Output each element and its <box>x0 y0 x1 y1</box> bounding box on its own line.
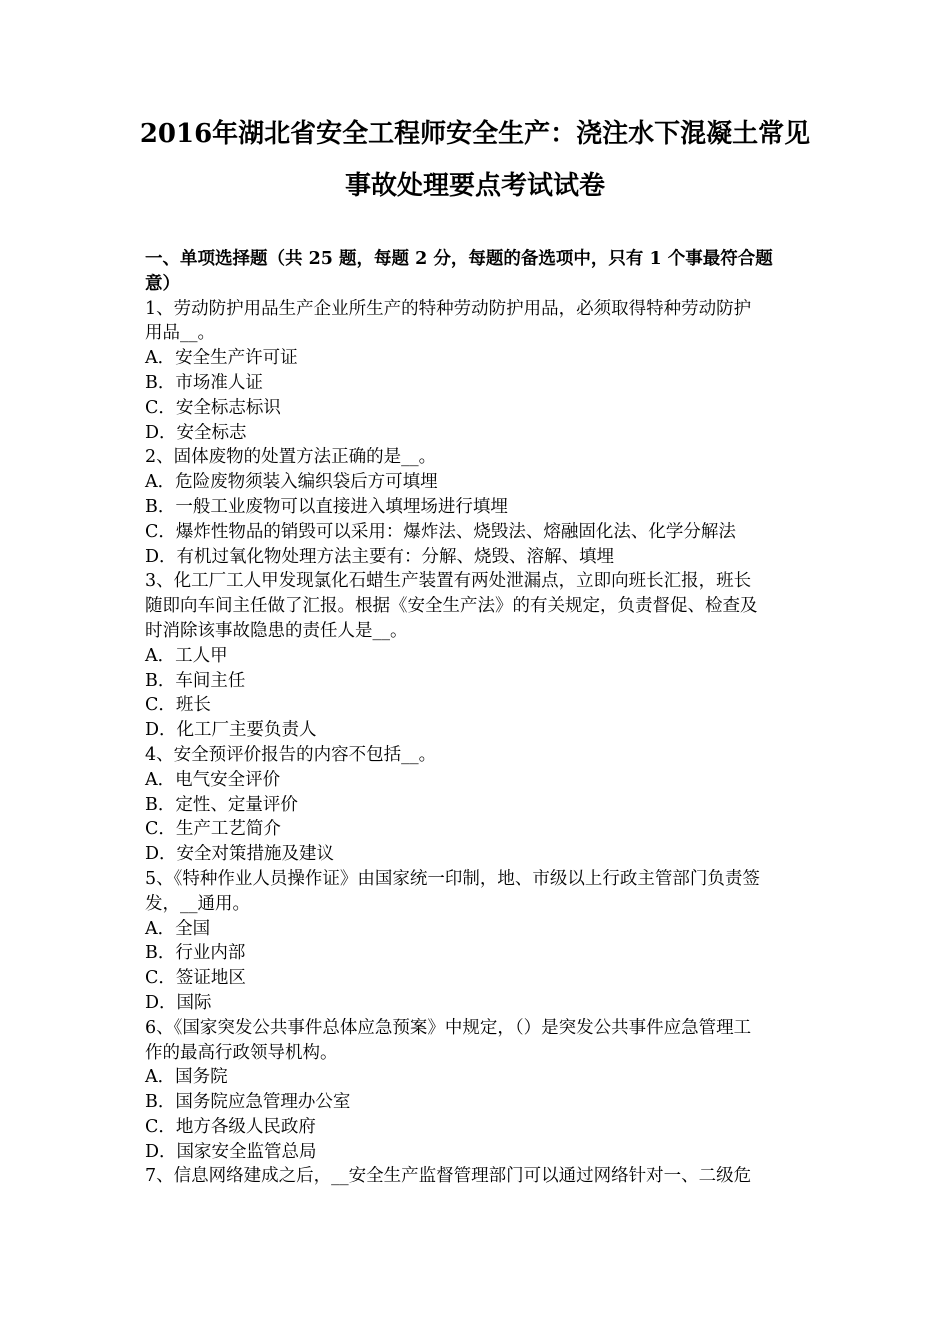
question-1-option-a: A．安全生产许可证 <box>145 348 298 369</box>
question-3-option-d: D．化工厂主要负责人 <box>145 720 317 741</box>
question-4-option-a: A．电气安全评价 <box>145 769 281 790</box>
question-1-option-d: D．安全标志 <box>145 422 247 443</box>
question-4-option-c: C．生产工艺简介 <box>145 819 281 840</box>
question-4-stem: 4、安全预评价报告的内容不包括__。 <box>145 744 437 765</box>
question-3-stem: 3、化工厂工人甲发现氯化石蜡生产装置有两处泄漏点，立即向班长汇报，班长 <box>145 571 752 592</box>
question-6-option-d: D．国家安全监管总局 <box>145 1141 317 1162</box>
question-5-stem: 发，__通用。 <box>145 893 250 914</box>
question-5-option-a: A．全国 <box>145 918 211 939</box>
question-2-option-d: D．有机过氧化物处理方法主要有：分解、烧毁、溶解、填埋 <box>145 546 615 567</box>
question-6-option-c: C．地方各级人民政府 <box>145 1116 316 1137</box>
section-heading-line-1: 一、单项选择题（共 25 题，每题 2 分，每题的备选项中，只有 1 个事最符合题 <box>145 249 773 269</box>
question-2-stem: 2、固体废物的处置方法正确的是__。 <box>145 447 437 468</box>
question-3-stem: 随即向车间主任做了汇报。根据《安全生产法》的有关规定，负责督促、检查及 <box>145 596 758 617</box>
question-3-option-c: C．班长 <box>145 695 211 716</box>
question-2-option-b: B．一般工业废物可以直接进入填埋场进行填埋 <box>145 496 508 517</box>
question-5-option-b: B．行业内部 <box>145 943 246 964</box>
question-1-stem: 用品__。 <box>145 323 215 344</box>
question-5-option-c: C．签证地区 <box>145 968 246 989</box>
document-body <box>145 247 815 1189</box>
question-7-stem: 7、信息网络建成之后，__安全生产监督管理部门可以通过网络针对一、二级危 <box>145 1166 752 1187</box>
question-6-option-b: B．国务院应急管理办公室 <box>145 1092 351 1113</box>
question-3-option-b: B．车间主任 <box>145 670 246 691</box>
document-title-line-2: 事故处理要点考试试卷 <box>344 171 605 201</box>
question-2-option-c: C．爆炸性物品的销毁可以采用：爆炸法、烧毁法、熔融固化法、化学分解法 <box>145 521 736 542</box>
question-6-option-a: A．国务院 <box>145 1067 228 1088</box>
question-6-stem: 作的最高行政领导机构。 <box>145 1042 338 1063</box>
question-6-stem: 6、《国家突发公共事件总体应急预案》中规定，（）是突发公共事件应急管理工 <box>145 1017 752 1038</box>
section-heading-line-2: 意） <box>145 273 180 294</box>
document-title-line-1: 2016年湖北省安全工程师安全生产：浇注水下混凝土常见 <box>139 119 811 149</box>
question-3-stem: 时消除该事故隐患的责任人是__。 <box>145 620 408 641</box>
question-4-option-b: B．定性、定量评价 <box>145 794 298 815</box>
question-2-option-a: A．危险废物须装入编织袋后方可填埋 <box>145 472 438 493</box>
question-1-option-c: C．安全标志标识 <box>145 397 281 418</box>
question-1-option-b: B．市场准人证 <box>145 372 263 393</box>
question-1-stem: 1、劳动防护用品生产企业所生产的特种劳动防护用品，必须取得特种劳动防护 <box>145 298 752 319</box>
question-5-option-d: D．国际 <box>145 992 212 1013</box>
question-3-option-a: A．工人甲 <box>145 645 228 666</box>
question-4-option-d: D．安全对策措施及建议 <box>145 844 335 865</box>
question-5-stem: 5、《特种作业人员操作证》由国家统一印制，地、市级以上行政主管部门负责签 <box>145 868 760 889</box>
